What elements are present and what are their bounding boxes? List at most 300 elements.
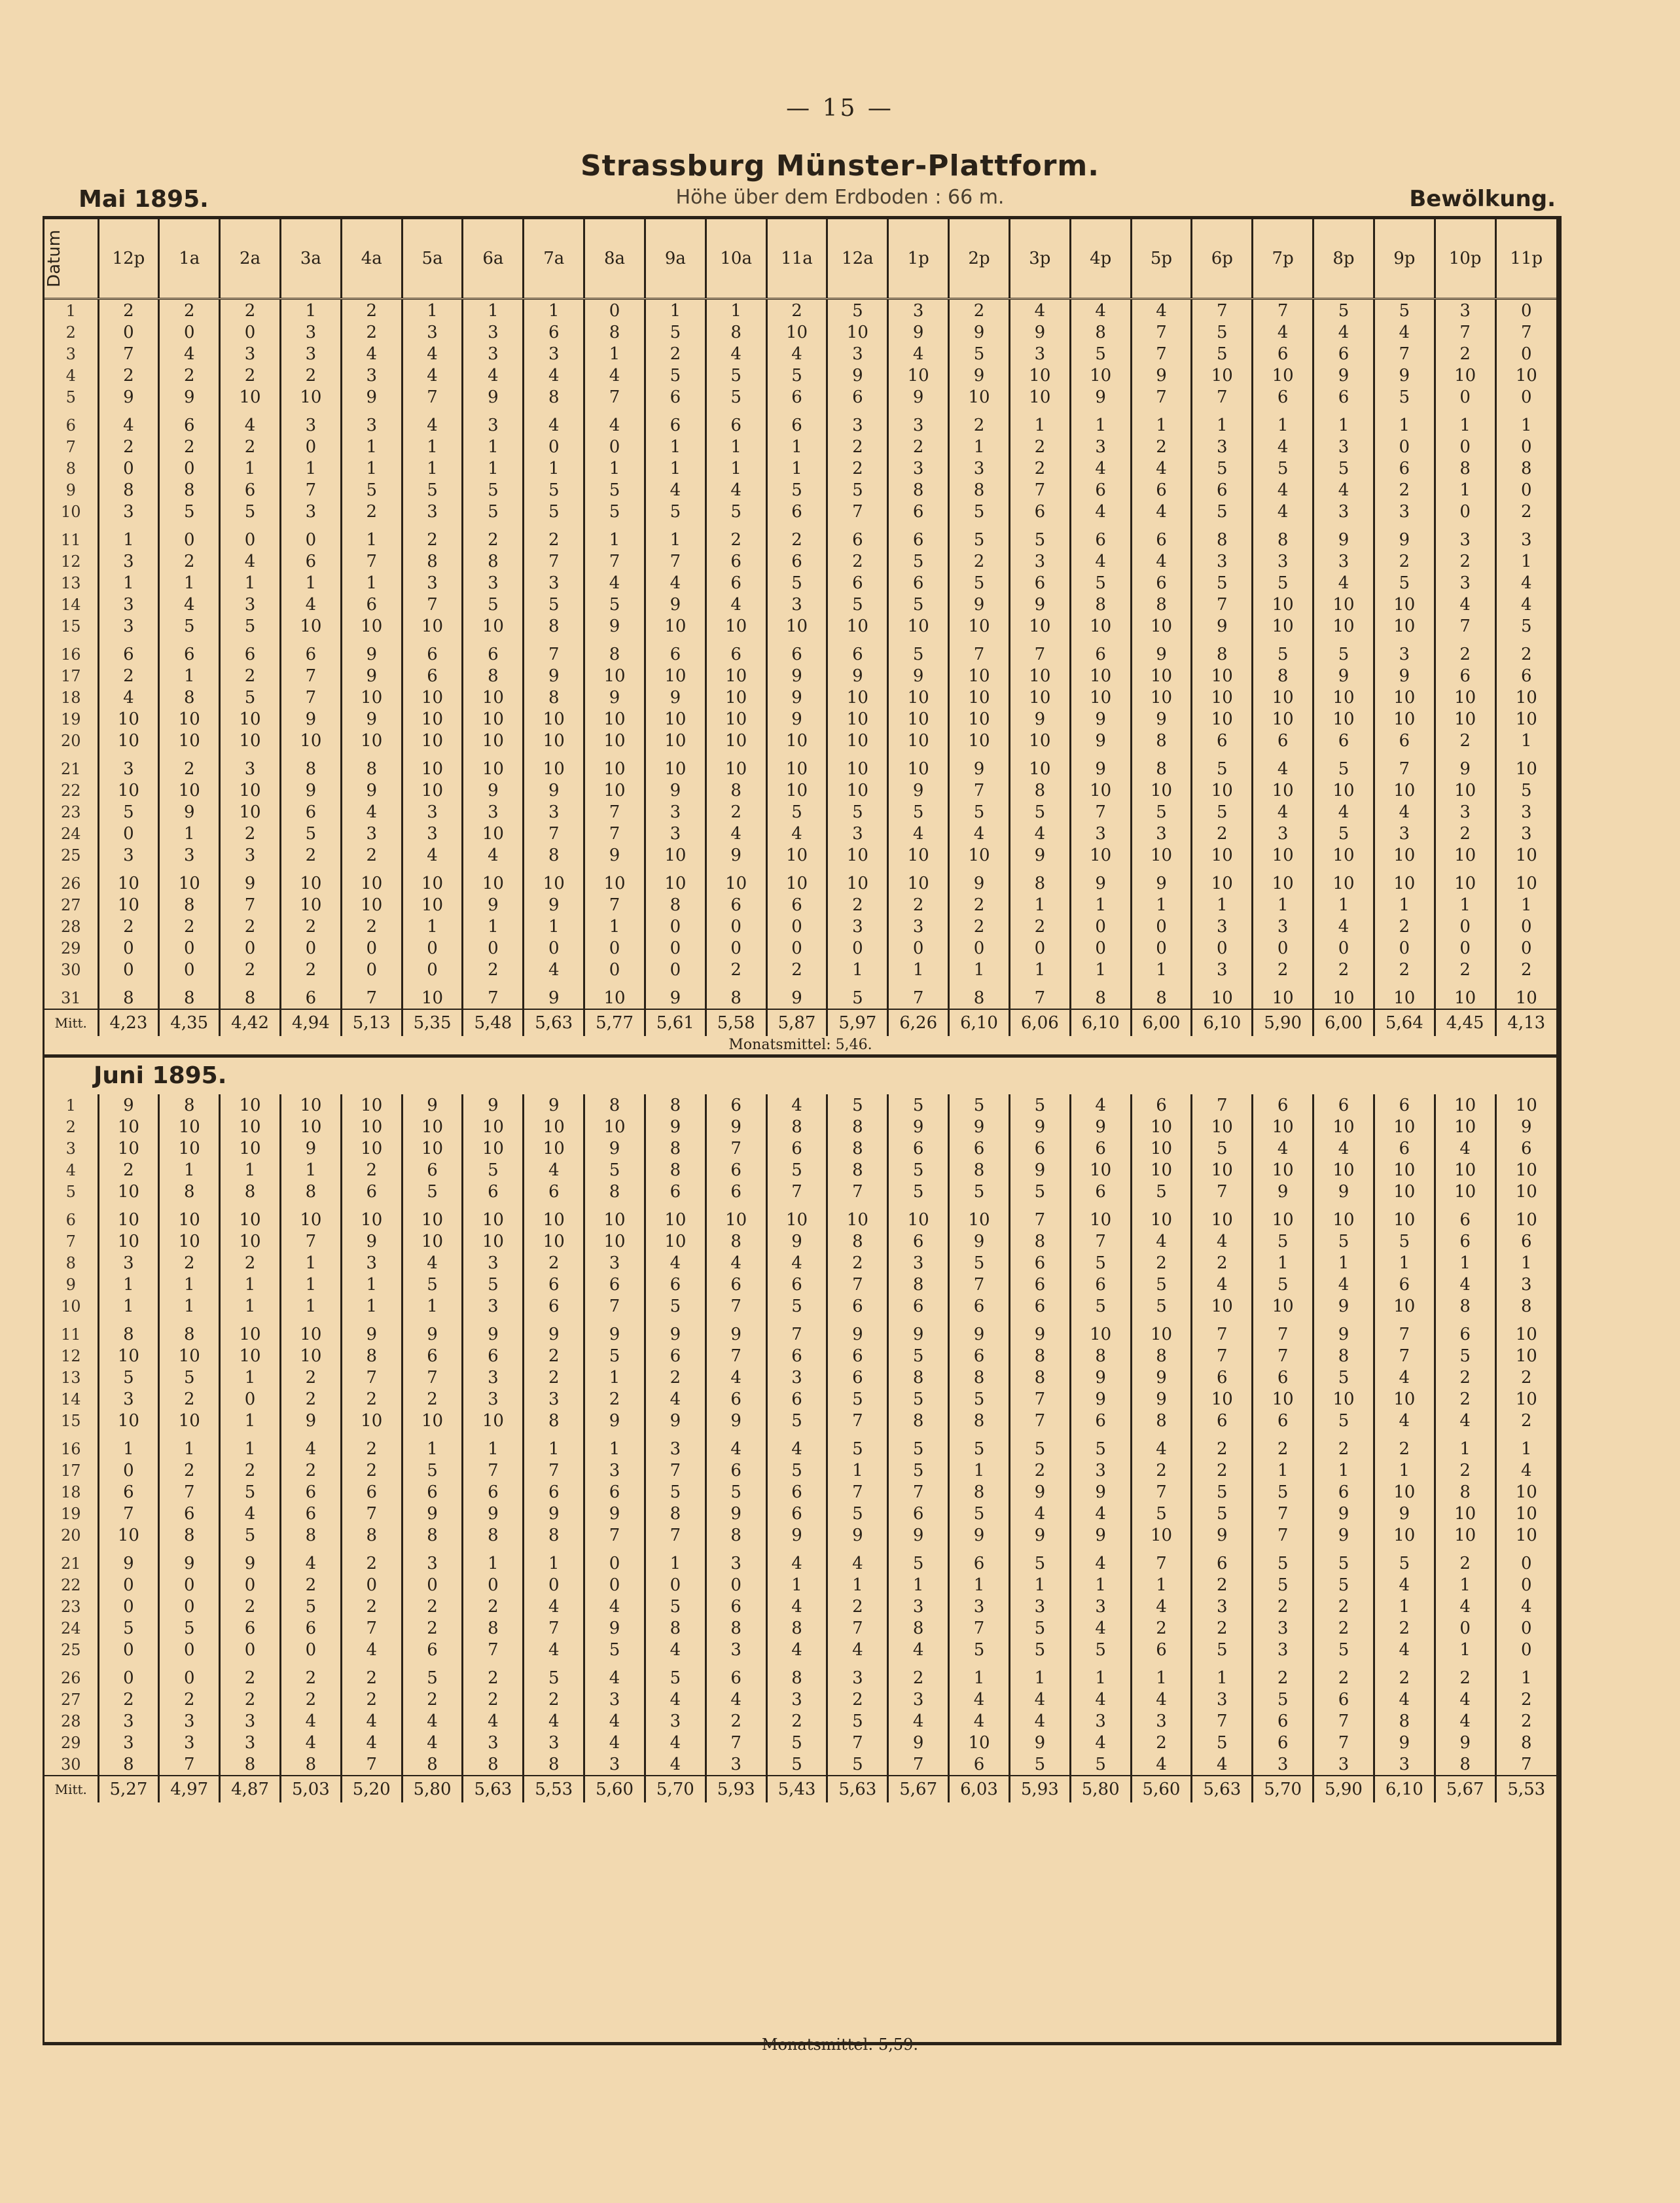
value-cell: 4 (341, 1710, 402, 1732)
value-cell: 8 (1070, 321, 1131, 343)
value-cell: 4 (524, 1596, 584, 1617)
value-cell: 8 (463, 665, 524, 687)
value-cell: 9 (280, 708, 341, 730)
value-cell: 2 (280, 1574, 341, 1596)
value-cell: 6 (1253, 730, 1314, 751)
value-cell: 6 (220, 479, 281, 501)
value-cell: 9 (888, 665, 949, 687)
hour-header: 3p (1009, 219, 1070, 299)
value-cell: 2 (1435, 550, 1495, 572)
value-cell: 8 (159, 1524, 220, 1546)
value-cell: 10 (1495, 708, 1556, 730)
value-cell: 5 (949, 343, 1010, 365)
value-cell: 4 (402, 1252, 463, 1274)
value-cell: 8 (98, 479, 159, 501)
value-cell: 9 (402, 1094, 463, 1116)
value-cell: 10 (98, 872, 159, 894)
value-cell: 0 (159, 457, 220, 479)
value-cell: 1 (645, 1552, 706, 1574)
value-cell: 0 (98, 1667, 159, 1689)
value-cell: 10 (159, 1345, 220, 1367)
value-cell: 5 (1131, 1181, 1192, 1202)
value-cell: 10 (98, 1209, 159, 1230)
value-cell: 2 (524, 529, 584, 550)
value-cell: 8 (1435, 1295, 1495, 1317)
value-cell: 0 (1495, 299, 1556, 322)
value-cell: 8 (888, 1410, 949, 1431)
table-row (45, 779, 1556, 801)
mittel-cell: 4,23 (98, 1009, 159, 1036)
value-cell: 5 (888, 1094, 949, 1116)
value-cell: 3 (1253, 823, 1314, 844)
value-cell: 5 (1314, 1574, 1374, 1596)
value-cell: 9 (1131, 1367, 1192, 1388)
value-cell: 8 (402, 550, 463, 572)
value-cell: 7 (1192, 1710, 1253, 1732)
value-cell: 6 (280, 801, 341, 823)
value-cell: 10 (827, 708, 888, 730)
value-cell: 2 (341, 1388, 402, 1410)
value-cell: 9 (1374, 1732, 1435, 1753)
value-cell: 9 (159, 1552, 220, 1574)
value-cell: 10 (949, 1209, 1010, 1230)
date-cell: 13 (60, 573, 81, 592)
value-cell: 7 (1495, 1753, 1556, 1776)
value-cell: 10 (1009, 730, 1070, 751)
value-cell: 4 (888, 823, 949, 844)
value-cell: 0 (98, 823, 159, 844)
value-cell: 2 (1192, 1617, 1253, 1639)
date-cell: 26 (60, 1668, 81, 1687)
value-cell: 2 (341, 501, 402, 522)
value-cell: 1 (463, 1552, 524, 1574)
value-cell: 10 (1070, 1159, 1131, 1181)
value-cell: 9 (463, 779, 524, 801)
value-cell: 2 (159, 1252, 220, 1274)
value-cell: 5 (584, 479, 645, 501)
value-cell: 1 (584, 1367, 645, 1388)
value-cell: 1 (280, 572, 341, 594)
value-cell: 3 (220, 594, 281, 615)
value-cell: 10 (1314, 872, 1374, 894)
value-cell: 4 (827, 1639, 888, 1660)
value-cell: 8 (1131, 1345, 1192, 1367)
value-cell: 1 (524, 299, 584, 322)
value-cell: 2 (1435, 959, 1495, 980)
value-cell: 8 (463, 1524, 524, 1546)
value-cell: 10 (1435, 1181, 1495, 1202)
value-cell: 7 (1009, 1410, 1070, 1431)
value-cell: 10 (584, 1209, 645, 1230)
value-cell: 0 (1495, 1639, 1556, 1660)
value-cell: 10 (1314, 1209, 1374, 1230)
value-cell: 8 (706, 1230, 766, 1252)
value-cell: 5 (1495, 779, 1556, 801)
table-row (45, 1617, 1556, 1639)
value-cell: 10 (1009, 365, 1070, 386)
value-cell: 10 (1374, 844, 1435, 866)
value-cell: 5 (645, 1667, 706, 1689)
value-cell: 8 (280, 1753, 341, 1776)
value-cell: 5 (827, 801, 888, 823)
value-cell: 9 (766, 1524, 827, 1546)
value-cell: 3 (280, 321, 341, 343)
value-cell: 8 (524, 1753, 584, 1776)
value-cell: 6 (1131, 1094, 1192, 1116)
value-cell: 4 (402, 343, 463, 365)
value-cell: 1 (1131, 1667, 1192, 1689)
value-cell: 7 (280, 665, 341, 687)
value-cell: 2 (341, 1460, 402, 1481)
value-cell: 7 (1374, 758, 1435, 779)
value-cell: 5 (524, 594, 584, 615)
value-cell: 10 (766, 615, 827, 637)
value-cell: 10 (524, 730, 584, 751)
value-cell: 5 (1192, 321, 1253, 343)
value-cell: 10 (159, 730, 220, 751)
value-cell: 10 (949, 1732, 1010, 1753)
value-cell: 4 (1070, 1094, 1131, 1116)
value-cell: 10 (949, 730, 1010, 751)
value-cell: 4 (949, 1710, 1010, 1732)
value-cell: 4 (706, 823, 766, 844)
value-cell: 8 (1131, 987, 1192, 1009)
value-cell: 5 (1253, 1574, 1314, 1596)
row-gap (45, 751, 1556, 758)
value-cell: 10 (888, 844, 949, 866)
table-row (45, 1137, 1556, 1159)
value-cell: 1 (280, 299, 341, 322)
value-cell: 4 (1253, 321, 1314, 343)
value-cell: 10 (1070, 1323, 1131, 1345)
value-cell: 0 (949, 937, 1010, 959)
value-cell: 1 (1009, 414, 1070, 436)
value-cell: 10 (1435, 708, 1495, 730)
table-row (45, 823, 1556, 844)
value-cell: 4 (1070, 1503, 1131, 1524)
value-cell: 9 (1131, 708, 1192, 730)
value-cell: 0 (1495, 916, 1556, 937)
value-cell: 10 (706, 758, 766, 779)
value-cell: 10 (645, 708, 706, 730)
value-cell: 9 (1070, 386, 1131, 408)
table-row (45, 615, 1556, 637)
value-cell: 3 (463, 1252, 524, 1274)
row-gap (45, 1431, 1556, 1438)
value-cell: 10 (1495, 1209, 1556, 1230)
value-cell: 2 (1495, 1367, 1556, 1388)
value-cell: 5 (584, 501, 645, 522)
value-cell: 2 (1314, 1617, 1374, 1639)
value-cell: 6 (766, 1503, 827, 1524)
value-cell: 5 (888, 1438, 949, 1460)
value-cell: 4 (1070, 299, 1131, 322)
value-cell: 10 (280, 1116, 341, 1137)
value-cell: 9 (463, 894, 524, 916)
value-cell: 0 (220, 937, 281, 959)
value-cell: 6 (524, 1481, 584, 1503)
mittel-cell: 5,63 (1192, 1776, 1253, 1802)
value-cell: 5 (1192, 758, 1253, 779)
value-cell: 10 (220, 1094, 281, 1116)
value-cell: 5 (1131, 1274, 1192, 1295)
value-cell: 0 (1435, 501, 1495, 522)
value-cell: 9 (645, 1410, 706, 1431)
value-cell: 10 (463, 872, 524, 894)
value-cell: 9 (1070, 1388, 1131, 1410)
value-cell: 10 (645, 730, 706, 751)
value-cell: 8 (524, 1410, 584, 1431)
value-cell: 5 (949, 1094, 1010, 1116)
value-cell: 9 (706, 1323, 766, 1345)
value-cell: 5 (888, 550, 949, 572)
value-cell: 4 (1253, 1137, 1314, 1159)
table-row (45, 1667, 1556, 1689)
value-cell: 10 (888, 687, 949, 708)
value-cell: 6 (949, 1552, 1010, 1574)
value-cell: 10 (827, 779, 888, 801)
value-cell: 7 (463, 987, 524, 1009)
value-cell: 7 (1131, 386, 1192, 408)
value-cell: 9 (1009, 1524, 1070, 1546)
value-cell: 4 (463, 1710, 524, 1732)
value-cell: 10 (463, 615, 524, 637)
date-cell: 14 (60, 1389, 81, 1408)
value-cell: 4 (766, 823, 827, 844)
value-cell: 6 (949, 1753, 1010, 1776)
value-cell: 5 (1192, 501, 1253, 522)
value-cell: 3 (1070, 436, 1131, 457)
value-cell: 4 (766, 1094, 827, 1116)
value-cell: 0 (1314, 937, 1374, 959)
value-cell: 7 (1253, 1524, 1314, 1546)
value-cell: 4 (1374, 1367, 1435, 1388)
value-cell: 0 (888, 937, 949, 959)
value-cell: 10 (1495, 1503, 1556, 1524)
value-cell: 1 (1374, 1252, 1435, 1274)
value-cell: 3 (1253, 916, 1314, 937)
value-cell: 10 (584, 987, 645, 1009)
date-cell: 4 (65, 1160, 76, 1179)
value-cell: 3 (463, 801, 524, 823)
date-cell: 16 (60, 645, 81, 664)
value-cell: 10 (1374, 779, 1435, 801)
value-cell: 5 (1192, 572, 1253, 594)
value-cell: 8 (220, 987, 281, 1009)
value-cell: 0 (584, 1552, 645, 1574)
value-cell: 0 (1495, 937, 1556, 959)
value-cell: 6 (1253, 386, 1314, 408)
date-cell: 2 (65, 1117, 76, 1136)
value-cell: 4 (1009, 299, 1070, 322)
value-cell: 5 (220, 1524, 281, 1546)
value-cell: 8 (1131, 730, 1192, 751)
value-cell: 10 (98, 1345, 159, 1367)
value-cell: 7 (827, 1274, 888, 1295)
value-cell: 1 (1009, 959, 1070, 980)
value-cell: 1 (1009, 1667, 1070, 1689)
hour-header: 4p (1070, 219, 1131, 299)
value-cell: 1 (1192, 894, 1253, 916)
value-cell: 10 (706, 687, 766, 708)
value-cell: 1 (1131, 959, 1192, 980)
value-cell: 5 (949, 572, 1010, 594)
value-cell: 10 (1374, 1295, 1435, 1317)
value-cell: 7 (888, 1481, 949, 1503)
value-cell: 2 (220, 1596, 281, 1617)
value-cell: 2 (766, 1710, 827, 1732)
value-cell: 10 (766, 1209, 827, 1230)
value-cell: 0 (159, 1574, 220, 1596)
value-cell: 6 (766, 1274, 827, 1295)
value-cell: 4 (584, 1732, 645, 1753)
value-cell: 2 (98, 299, 159, 322)
value-cell: 1 (524, 916, 584, 937)
value-cell: 10 (1192, 987, 1253, 1009)
value-cell: 5 (1314, 758, 1374, 779)
value-cell: 9 (1314, 665, 1374, 687)
value-cell: 4 (1070, 457, 1131, 479)
value-cell: 5 (949, 529, 1010, 550)
value-cell: 2 (766, 529, 827, 550)
value-cell: 6 (645, 386, 706, 408)
value-cell: 1 (1192, 1667, 1253, 1689)
mittel-cell: 4,42 (220, 1009, 281, 1036)
value-cell: 7 (524, 1460, 584, 1481)
value-cell: 10 (280, 1094, 341, 1116)
value-cell: 5 (827, 1438, 888, 1460)
value-cell: 2 (1131, 1252, 1192, 1274)
value-cell: 4 (402, 365, 463, 386)
value-cell: 6 (1314, 730, 1374, 751)
value-cell: 1 (220, 1274, 281, 1295)
value-cell: 3 (1131, 1710, 1192, 1732)
value-cell: 5 (1314, 1410, 1374, 1431)
value-cell: 3 (220, 343, 281, 365)
value-cell: 7 (1192, 299, 1253, 322)
value-cell: 4 (1253, 801, 1314, 823)
value-cell: 10 (888, 758, 949, 779)
table-row (45, 1274, 1556, 1295)
value-cell: 4 (584, 365, 645, 386)
value-cell: 5 (1374, 1552, 1435, 1574)
value-cell: 4 (341, 801, 402, 823)
value-cell: 8 (645, 1617, 706, 1639)
value-cell: 3 (341, 414, 402, 436)
value-cell: 6 (766, 894, 827, 916)
value-cell: 10 (1192, 665, 1253, 687)
date-cell: 28 (60, 1711, 81, 1730)
table-row (45, 1323, 1556, 1345)
value-cell: 6 (1070, 1410, 1131, 1431)
value-cell: 10 (98, 1410, 159, 1431)
value-cell: 4 (1435, 1410, 1495, 1431)
value-cell: 3 (1314, 436, 1374, 457)
value-cell: 6 (766, 643, 827, 665)
value-cell: 5 (1192, 801, 1253, 823)
value-cell: 7 (827, 1617, 888, 1639)
value-cell: 10 (1253, 779, 1314, 801)
value-cell: 5 (1253, 1274, 1314, 1295)
value-cell: 10 (341, 1209, 402, 1230)
value-cell: 1 (1495, 1667, 1556, 1689)
value-cell: 7 (1192, 1345, 1253, 1367)
value-cell: 10 (949, 615, 1010, 637)
value-cell: 10 (524, 872, 584, 894)
table-row (45, 937, 1556, 959)
value-cell: 10 (402, 894, 463, 916)
value-cell: 5 (1192, 1732, 1253, 1753)
value-cell: 1 (159, 665, 220, 687)
value-cell: 10 (827, 844, 888, 866)
value-cell: 2 (159, 1388, 220, 1410)
value-cell: 10 (1435, 779, 1495, 801)
value-cell: 4 (402, 1710, 463, 1732)
value-cell: 2 (645, 343, 706, 365)
table-row (45, 1438, 1556, 1460)
value-cell: 4 (645, 479, 706, 501)
value-cell: 1 (1435, 1438, 1495, 1460)
value-cell: 1 (766, 436, 827, 457)
value-cell: 5 (706, 386, 766, 408)
value-cell: 1 (1374, 894, 1435, 916)
value-cell: 8 (1314, 1345, 1374, 1367)
value-cell: 5 (888, 594, 949, 615)
value-cell: 9 (645, 1323, 706, 1345)
value-cell: 3 (402, 801, 463, 823)
value-cell: 6 (706, 1094, 766, 1116)
value-cell: 1 (1253, 414, 1314, 436)
value-cell: 5 (766, 572, 827, 594)
value-cell: 3 (524, 1388, 584, 1410)
table-row (45, 1388, 1556, 1410)
value-cell: 9 (827, 665, 888, 687)
value-cell: 7 (341, 550, 402, 572)
value-cell: 10 (1192, 1209, 1253, 1230)
value-cell: 1 (280, 1295, 341, 1317)
value-cell: 4 (645, 1732, 706, 1753)
date-cell: 28 (60, 917, 81, 936)
hour-header: 6a (463, 219, 524, 299)
value-cell: 7 (524, 1617, 584, 1639)
value-cell: 7 (706, 1137, 766, 1159)
value-cell: 9 (463, 1094, 524, 1116)
date-cell: 12 (60, 1346, 81, 1365)
value-cell: 1 (766, 457, 827, 479)
value-cell: 7 (1009, 479, 1070, 501)
value-cell: 0 (463, 1574, 524, 1596)
value-cell: 10 (220, 1116, 281, 1137)
value-cell: 10 (827, 321, 888, 343)
value-cell: 6 (645, 643, 706, 665)
value-cell: 3 (463, 1295, 524, 1317)
table-row (45, 959, 1556, 980)
value-cell: 2 (220, 1667, 281, 1689)
value-cell: 5 (1253, 457, 1314, 479)
value-cell: 7 (341, 1367, 402, 1388)
value-cell: 7 (706, 1295, 766, 1317)
value-cell: 4 (98, 687, 159, 708)
value-cell: 4 (584, 414, 645, 436)
value-cell: 9 (949, 872, 1010, 894)
value-cell: 4 (1253, 758, 1314, 779)
value-cell: 1 (220, 572, 281, 594)
value-cell: 7 (524, 550, 584, 572)
value-cell: 1 (159, 572, 220, 594)
value-cell: 8 (888, 1617, 949, 1639)
value-cell: 1 (766, 1574, 827, 1596)
value-cell: 3 (888, 414, 949, 436)
